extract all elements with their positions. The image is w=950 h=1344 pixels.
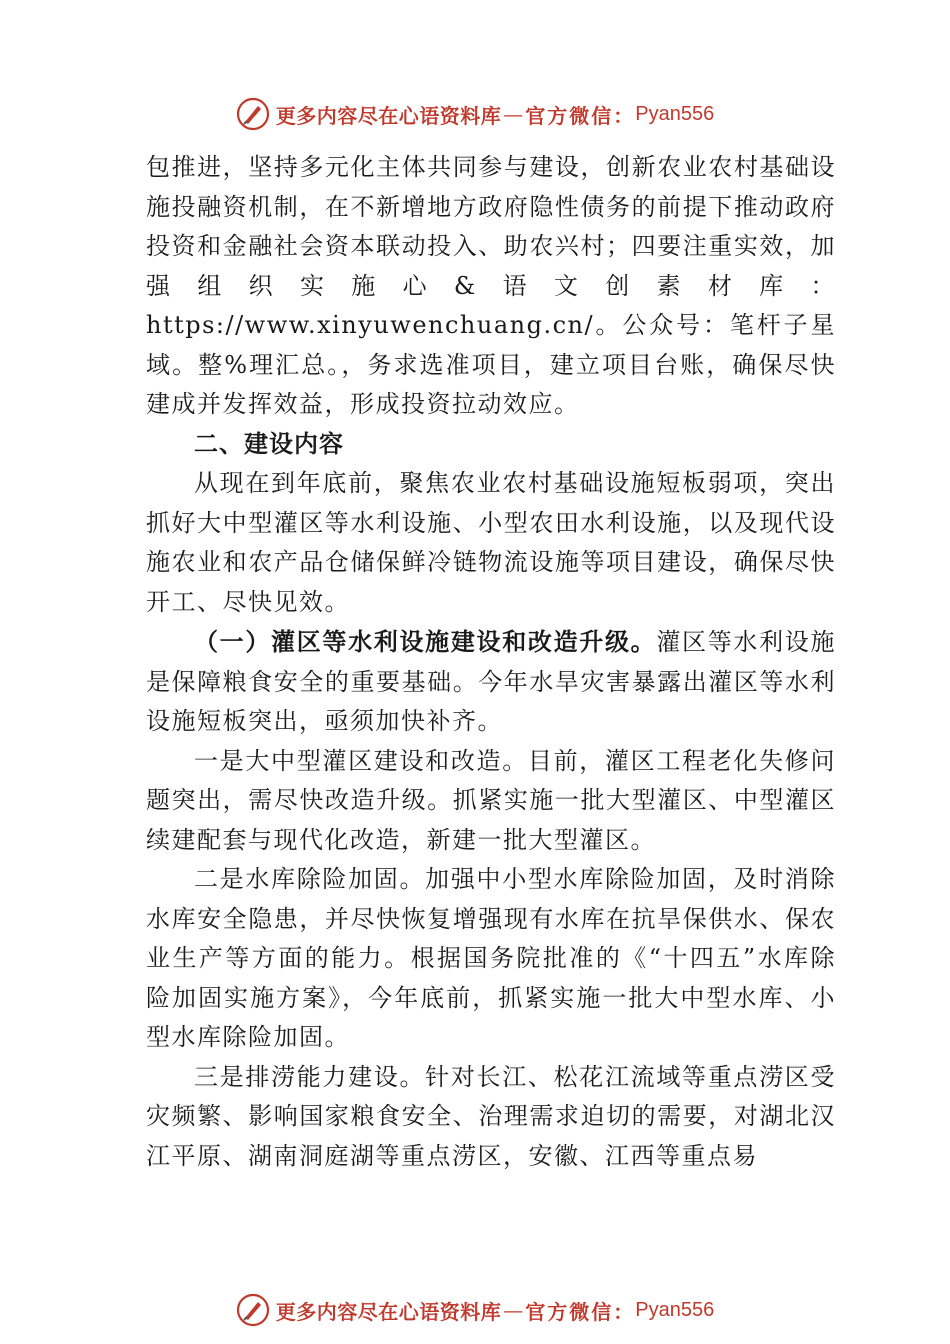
header-wechat-label: 官方微信：: [525, 103, 636, 128]
header-dash: —: [503, 102, 524, 126]
paragraph-item-3: 三是排涝能力建设。针对长江、松花江流域等重点涝区受灾频繁、影响国家粮食安全、治理需求迫切的需要，对湖北汉江平原、湖南洞庭湖等重点涝区，安徽、江西等重点易: [146, 1062, 836, 1170]
footer-wechat-id: Pyan556: [635, 1298, 715, 1321]
footer-banner: [0, 1288, 950, 1332]
subsection-heading: （一）灌区等水利设施建设和改造升级。: [194, 627, 657, 656]
paragraph-irrigation: [146, 622, 836, 742]
paragraph-intro: 从现在到年底前，聚焦农业农村基础设施短板弱项，突出抓好大中型灌区等水利设施、小型农田水利设施，以及现代设施农业和农产品仓储保鲜冷链物流设施等项目建设，确保尽快开工、尽快见效。: [146, 469, 836, 616]
paragraph-item-1: 一是大中型灌区建设和改造。目前，灌区工程老化失修问题突出，需尽快改造升级。抓紧实施一批大型灌区、中型灌区续建配套与现代化改造，新建一批大型灌区。: [146, 746, 836, 854]
document-body: [146, 148, 836, 1176]
quill-logo-icon: [236, 1293, 270, 1327]
paragraph-item-2: 二是水库除险加固。加强中小型水库除险加固，及时消除水库安全隐患，并尽快恢复增强现有水库在抗旱保供水、保农业生产等方面的能力。根据国务院批准的《“十四五”水库除险加固实施方案》，今年底前，抓紧实施一批大中型水库、小型水库除险加固。: [146, 865, 836, 1051]
paragraph-irrigation-text: 灌区等水利设施是保障粮食安全的重要基础。今年水旱灾害暴露出灌区等水利设施短板突出，亟须加快补齐。: [146, 628, 836, 735]
header-banner: [0, 92, 950, 136]
footer-dash: —: [503, 1298, 524, 1322]
footer-brand: 更多内容尽在心语资料库: [275, 1299, 502, 1324]
footer-wechat-label: 官方微信：: [525, 1299, 636, 1324]
section-heading: 二、建设内容: [194, 429, 344, 458]
paragraph-continued: 包推进，坚持多元化主体共同参与建设，创新农业农村基础设施投融资机制，在不新增地方政府隐性债务的前提下推动政府投资和金融社会资本联动投入、助农兴村；四要注重实效，加强组织实施心&语文创素材库：https://www.xinyuwenchuang.cn/。公众号：笔杆子星域。整%理汇总。，务求选准项目，建立项目台账，确保尽快建成并发挥效益，形成投资拉动效应。: [146, 153, 836, 418]
quill-logo-icon: [236, 97, 270, 131]
header-wechat-id: Pyan556: [635, 102, 715, 125]
header-brand: 更多内容尽在心语资料库: [275, 103, 502, 128]
